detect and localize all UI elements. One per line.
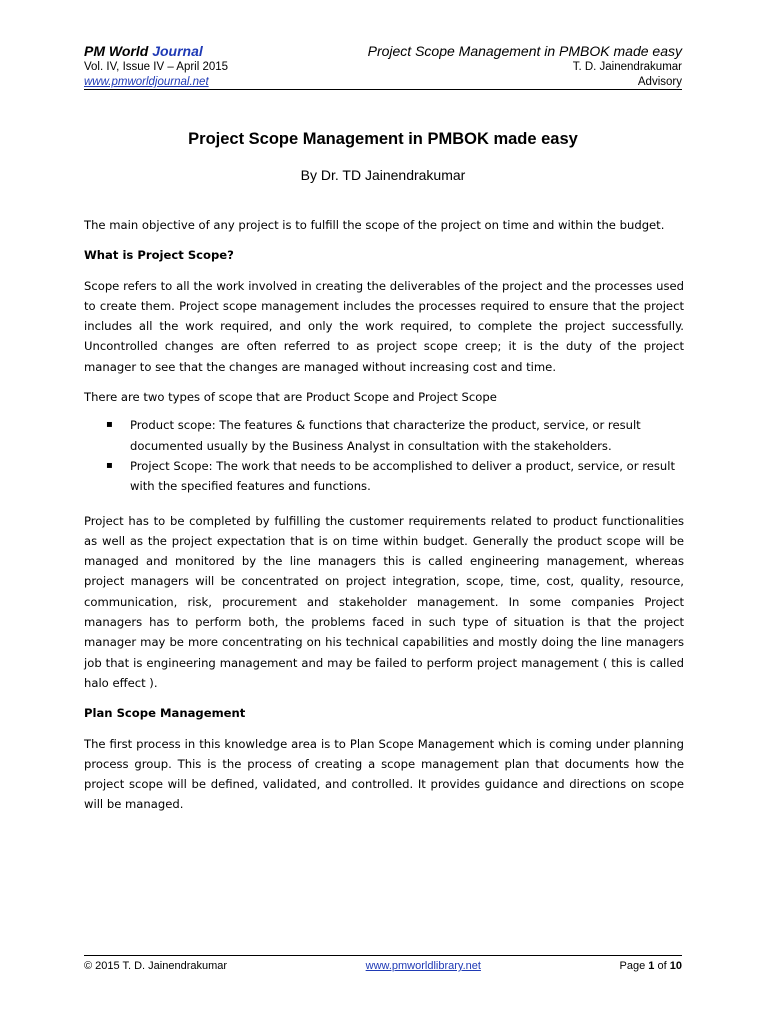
footer-website-link[interactable]: www.pmworldlibrary.net xyxy=(365,960,481,972)
running-header xyxy=(84,43,682,90)
of-word: of xyxy=(657,960,667,972)
journal-name-pm-world: PM World xyxy=(84,43,149,59)
header-divider xyxy=(84,89,682,90)
section-heading-what-is-scope: What is Project Scope? xyxy=(84,248,234,263)
list-item-product-scope xyxy=(84,415,684,456)
footer-divider xyxy=(84,955,682,956)
page-number xyxy=(620,959,682,973)
scope-types-paragraph: There are two types of scope that are Product Scope and Project Scope xyxy=(84,390,497,405)
article-title: Project Scope Management in PMBOK made easy xyxy=(188,130,578,148)
list-item-project-scope xyxy=(84,456,684,497)
header-website-link[interactable]: www.pmworldjournal.net xyxy=(84,76,209,88)
scope-paragraph: Scope refers to all the work involved in creating the deliverables of the project and the processes used to create them. Project scope management includes the processes required to ensure that the project includes all the work required, and only the work required, to complete the project successfully. Uncontrolled changes are often referred to as project scope creep; it is the duty of the project manager to see that the changes are managed without increasing cost and time. xyxy=(84,278,684,374)
journal-name-journal: Journal xyxy=(152,43,203,59)
article-body xyxy=(84,215,684,815)
page-total: 10 xyxy=(669,960,682,972)
bullet-icon: ▪ xyxy=(106,459,113,471)
header-author: T. D. Jainendrakumar xyxy=(572,61,682,73)
intro-paragraph: The main objective of any project is to fulfill the scope of the project on time and within the budget. xyxy=(84,218,665,232)
page-current: 1 xyxy=(648,960,655,972)
section-heading-plan-scope: Plan Scope Management xyxy=(84,706,246,721)
journal-name xyxy=(84,43,203,60)
page-word: Page xyxy=(619,960,646,972)
plan-scope-paragraph: The first process in this knowledge area is to Plan Scope Management which is coming under planning process group. This is the process of creating a scope management plan that documents how the project scope will be defined, validated, and controlled. It provides guidance and directions on scope will be managed. xyxy=(84,736,684,812)
footer-copyright: © 2015 T. D. Jainendrakumar xyxy=(84,960,228,972)
header-doc-title: Project Scope Management in PMBOK made easy xyxy=(367,43,682,59)
article-byline: By Dr. TD Jainendrakumar xyxy=(300,167,466,183)
project-paragraph: Project has to be completed by fulfilling the customer requirements related to product functionalities as well as the project expectation that is on time within budget. Generally the product scope will be managed and monitored by the line managers this is called engineering management, whereas project managers will be concentrated on project integration, scope, time, cost, quality, resource, communication, risk, procurement and stakeholder management. In some companies Project managers has to perform both, the problems faced in such type of situation is that the project manager may be more concentrating on his technical capabilities and mostly doing the line managers job that is engineering management and may be failed to perform project management ( this is called halo effect ). xyxy=(84,513,684,690)
header-category: Advisory xyxy=(637,76,682,88)
scope-types-list xyxy=(84,415,684,496)
list-item-text: Project Scope: The work that needs to be accomplished to deliver a product, service, or result with the specified features and functions. xyxy=(130,458,675,494)
list-item-text: Product scope: The features & functions that characterize the product, service, or result documented usually by the Business Analyst in consultation with the stakeholders. xyxy=(130,418,641,453)
bullet-icon: ▪ xyxy=(106,419,113,431)
header-issue: Vol. IV, Issue IV – April 2015 xyxy=(84,61,229,73)
page-footer xyxy=(84,959,682,973)
